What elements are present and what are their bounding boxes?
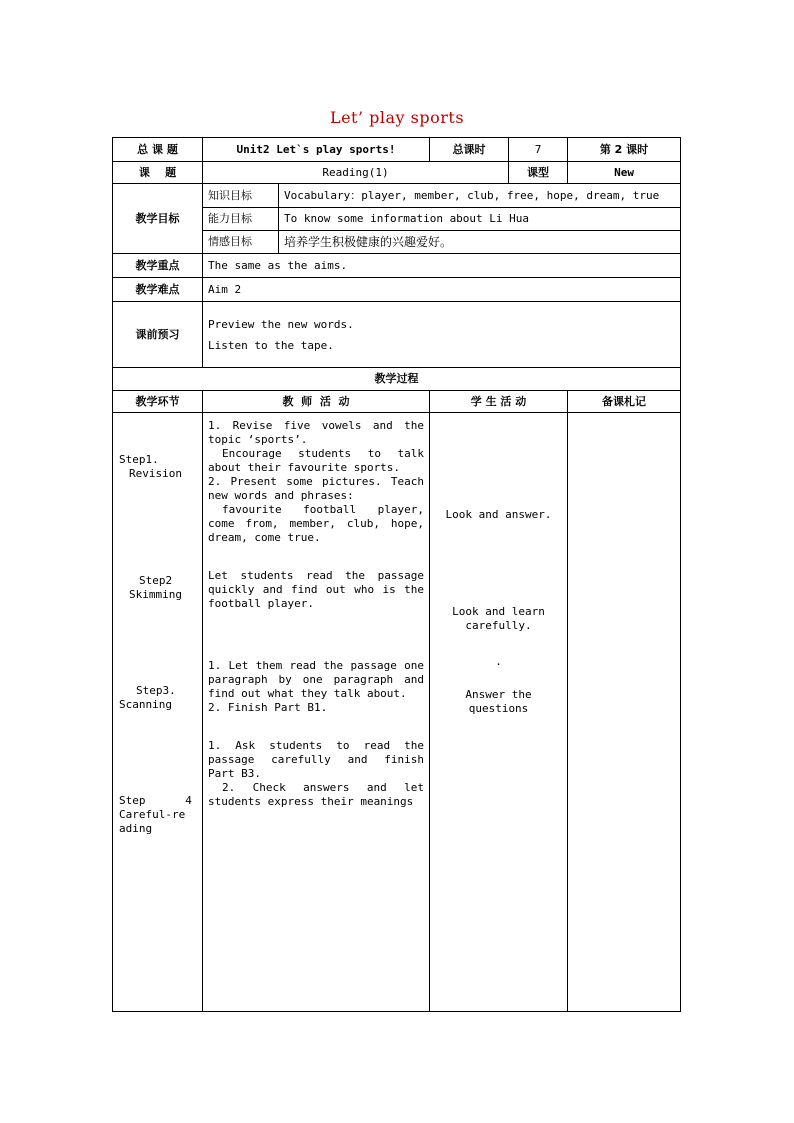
key-points-label: 教学重点 xyxy=(113,254,203,278)
aim-knowledge-label: 知识目标 xyxy=(203,184,279,208)
key-points-text: The same as the aims. xyxy=(203,254,681,278)
step-3-label: Step3. xyxy=(136,684,176,697)
step-2-name: Skimming xyxy=(129,588,182,601)
row-aim-knowledge xyxy=(113,184,681,208)
aim-knowledge-text: Vocabulary：player, member, club, free, hope, dream, true xyxy=(279,184,681,208)
header-notes: 备课札记 xyxy=(568,391,681,413)
step-1-label: Step1. xyxy=(119,453,159,466)
row-difficult-points xyxy=(113,278,681,302)
student-item: Answer the xyxy=(465,688,532,701)
aim-ability-text: To know some information about Li Hua xyxy=(279,208,681,231)
header-step: 教学环节 xyxy=(113,391,203,413)
row-process-body xyxy=(113,413,681,1012)
row-process-title xyxy=(113,368,681,391)
aim-emotion-text: 培养学生积极健康的兴趣爱好。 xyxy=(279,231,681,254)
lesson-label: 课 题 xyxy=(113,162,203,184)
teacher-item: 1. Let them read the passage one paragraph by one paragraph and find out what they talk about. xyxy=(208,659,425,700)
steps-cell xyxy=(113,413,203,1012)
process-title: 教学过程 xyxy=(113,368,681,391)
student-item: Look and learn xyxy=(452,605,545,618)
teacher-item: 2. Present some pictures. Teach new words and phrases: xyxy=(208,475,425,502)
teacher-item: favourite football player, come from, member, club, hope, dream, come true. xyxy=(208,503,425,544)
header-student: 学 生 活 动 xyxy=(430,391,568,413)
page-title: Let’ play sports xyxy=(329,108,465,127)
step-1-name: Revision xyxy=(129,467,182,480)
type-value: New xyxy=(568,162,681,184)
step-4-label: Step 4 xyxy=(119,794,192,807)
preview-label: 课前预习 xyxy=(113,302,203,368)
notes-cell xyxy=(568,413,681,1012)
teacher-item: 2. Check answers and let students express their meanings xyxy=(208,781,425,808)
student-item: Look and answer. xyxy=(445,508,552,521)
difficult-points-text: Aim 2 xyxy=(203,278,681,302)
row-topic xyxy=(113,138,681,162)
aims-label: 教学目标 xyxy=(113,184,203,254)
topic-value: Unit2 Let`s play sports! xyxy=(203,138,430,162)
row-preview xyxy=(113,302,681,368)
teacher-item: Encourage students to talk about their favourite sports. xyxy=(208,447,425,474)
lesson-plan-table xyxy=(112,137,681,1012)
preview-line: Preview the new words. xyxy=(208,317,354,331)
teacher-item: 2. Finish Part B1. xyxy=(208,701,328,714)
student-item: carefully. xyxy=(465,619,532,632)
teacher-item: Let students read the passage quickly and find out who is the football player. xyxy=(208,569,425,610)
aim-emotion-label: 情感目标 xyxy=(203,231,279,254)
teacher-activity-cell xyxy=(203,413,430,1012)
row-process-headers xyxy=(113,391,681,413)
step-4-name-a: Careful-re xyxy=(119,808,186,821)
header-teacher: 教 师 活 动 xyxy=(203,391,430,413)
total-label: 总课时 xyxy=(430,138,509,162)
row-lesson xyxy=(113,162,681,184)
type-label: 课型 xyxy=(509,162,568,184)
topic-label: 总 课 题 xyxy=(113,138,203,162)
row-key-points xyxy=(113,254,681,278)
student-activity-cell xyxy=(430,413,568,1012)
teacher-item: 1. Ask students to read the passage carefully and finish Part B3. xyxy=(208,739,425,780)
preview-text xyxy=(203,302,681,368)
step-2-label: Step2 xyxy=(139,574,173,587)
preview-line: Listen to the tape. xyxy=(208,338,334,352)
aim-ability-label: 能力目标 xyxy=(203,208,279,231)
period-label: 第 2 课时 xyxy=(568,138,681,162)
teacher-item: 1. Revise five vowels and the topic ‘sports’. xyxy=(208,419,425,446)
total-value: 7 xyxy=(509,138,568,162)
difficult-points-label: 教学难点 xyxy=(113,278,203,302)
student-item: questions xyxy=(468,702,529,715)
lesson-value: Reading(1) xyxy=(203,162,509,184)
step-3-name: Scanning xyxy=(119,698,172,711)
student-item: . xyxy=(495,655,502,668)
step-4-name-b: ading xyxy=(119,822,153,835)
